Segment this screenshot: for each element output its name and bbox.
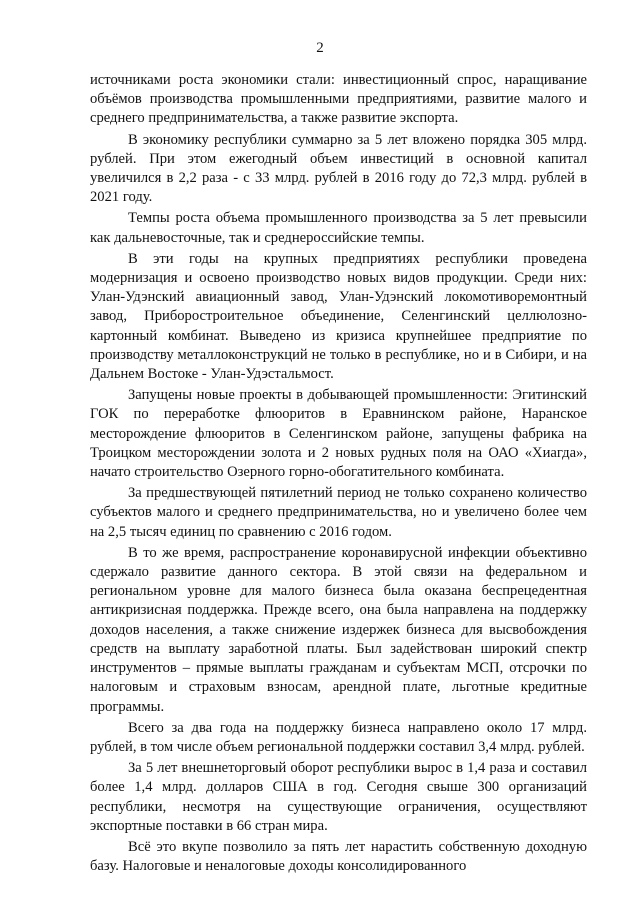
document-body: [90, 71, 587, 878]
paragraph: В то же время, распространение коронавирусной инфекции объективно сдержало развитие данного сектора. В этой связи на федеральном и региональном уровне для малого бизнеса была оказана беспрецедентная антикризисная поддержка. Прежде всего, она была направлена на поддержку доходов населения, а также снижение издержек бизнеса для высвобождения средств на выплату заработной платы. Был задействован широкий спектр инструментов – прямые выплаты гражданам и субъектам МСП, отсрочки по налоговым и страховым взносам, арендной плате, льготные кредитные программы.: [90, 544, 587, 715]
paragraph: источниками роста экономики стали: инвестиционный спрос, наращивание объёмов производства промышленными предприятиями, развитие малого и среднего предпринимательства, а также развитие экспорта.: [90, 72, 587, 127]
paragraph: Всего за два года на поддержку бизнеса направлено около 17 млрд. рублей, в том числе объем региональной поддержки составил 3,4 млрд. рублей.: [90, 719, 587, 755]
page-number: 2: [316, 40, 324, 56]
paragraph: Темпы роста объема промышленного производства за 5 лет превысили как дальневосточные, так и среднероссийские темпы.: [90, 210, 587, 246]
paragraph: За 5 лет внешнеторговый оборот республики вырос в 1,4 раза и составил более 1,4 млрд. долларов США в год. Сегодня свыше 300 организаций республики, несмотря на существующие ограничения, осуществляют экспортные поставки в 66 стран мира.: [90, 760, 587, 834]
paragraph: Всё это вкупе позволило за пять лет нарастить собственную доходную базу. Налоговые и неналоговые доходы консолидированного: [90, 838, 587, 875]
paragraph: За предшествующей пятилетний период не только сохранено количество субъектов малого и среднего предпринимательства, но и увеличено более чем на 2,5 тысяч единиц по сравнению с 2016 годом.: [90, 485, 587, 540]
paragraph: Запущены новые проекты в добывающей промышленности: Эгитинский ГОК по переработке флюоритов в Еравнинском районе, Наранское месторождение флюоритов в Селенгинском районе, запущены фабрика на Троицком месторождении золота и 2 новых рудных поля на ОАО «Хиагда», начато строительство Озерного горно-обогатительного комбината.: [90, 387, 587, 481]
paragraph: В эти годы на крупных предприятиях республики проведена модернизация и освоено производство новых видов продукции. Среди них: Улан-Удэнский авиационный завод, Улан-Удэнский локомотиворемонтный завод, Приборостроительное объединение, Селенгинский целлюлозно-картонный комбинат. Выведено из кризиса крупнейшее предприятие по производству металлоконструкций не только в республике, но и в Сибири, и на Дальнем Востоке - Улан-Удэстальмост.: [90, 250, 587, 383]
paragraph: В экономику республики суммарно за 5 лет вложено порядка 305 млрд. рублей. При этом ежегодный объем инвестиций в основной капитал увеличился в 2,2 раза - с 33 млрд. рублей в 2016 году до 72,3 млрд. рублей в 2021 году.: [90, 131, 587, 206]
